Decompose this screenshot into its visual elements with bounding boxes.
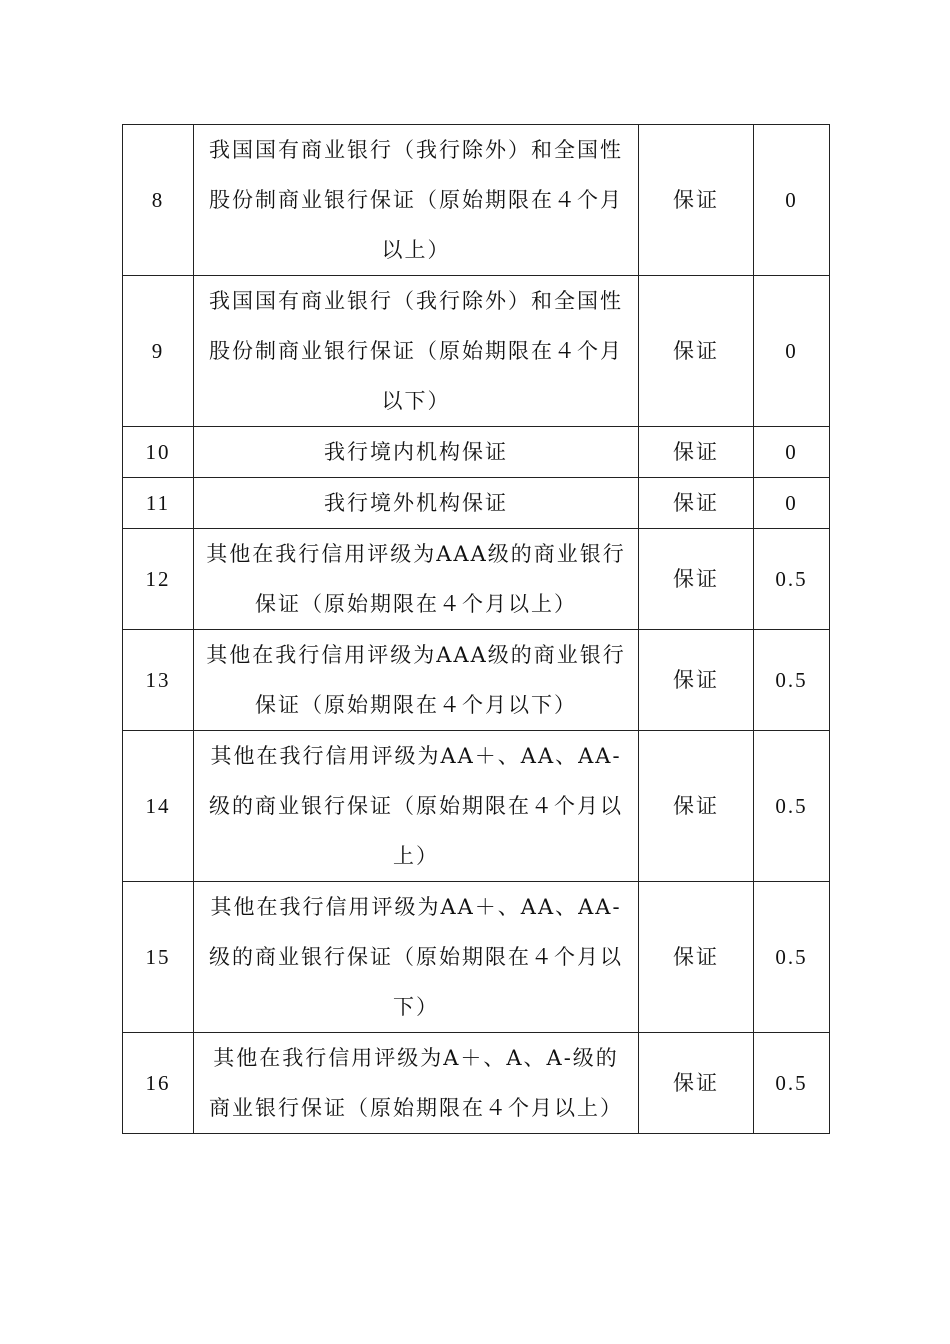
guarantee-weight-table	[122, 124, 830, 1134]
table-row	[123, 427, 830, 478]
table-row	[123, 478, 830, 529]
row-value: 0	[754, 125, 830, 276]
row-type: 保证	[639, 125, 754, 276]
row-value: 0	[754, 427, 830, 478]
row-type: 保证	[639, 478, 754, 529]
row-number: 15	[123, 882, 194, 1033]
table-row	[123, 731, 830, 882]
row-description: 其他在我行信用评级为A＋、A、A-级的商业银行保证（原始期限在４个月以上）	[194, 1033, 639, 1134]
row-description: 其他在我行信用评级为AAA级的商业银行保证（原始期限在４个月以下）	[194, 630, 639, 731]
row-type: 保证	[639, 276, 754, 427]
row-description: 其他在我行信用评级为AAA级的商业银行保证（原始期限在４个月以上）	[194, 529, 639, 630]
row-description: 我国国有商业银行（我行除外）和全国性股份制商业银行保证（原始期限在４个月以上）	[194, 125, 639, 276]
row-value: 0	[754, 276, 830, 427]
row-description: 我行境外机构保证	[194, 478, 639, 529]
table-row	[123, 1033, 830, 1134]
row-number: 13	[123, 630, 194, 731]
row-value: 0.5	[754, 630, 830, 731]
row-type: 保证	[639, 731, 754, 882]
row-number: 16	[123, 1033, 194, 1134]
row-value: 0.5	[754, 1033, 830, 1134]
row-value: 0.5	[754, 731, 830, 882]
row-type: 保证	[639, 427, 754, 478]
row-type: 保证	[639, 529, 754, 630]
row-description: 我国国有商业银行（我行除外）和全国性股份制商业银行保证（原始期限在４个月以下）	[194, 276, 639, 427]
table-row	[123, 630, 830, 731]
table-row	[123, 882, 830, 1033]
row-value: 0	[754, 478, 830, 529]
row-number: 11	[123, 478, 194, 529]
row-number: 8	[123, 125, 194, 276]
table-row	[123, 276, 830, 427]
row-description: 我行境内机构保证	[194, 427, 639, 478]
row-number: 12	[123, 529, 194, 630]
row-description: 其他在我行信用评级为AA＋、AA、AA-级的商业银行保证（原始期限在４个月以上）	[194, 731, 639, 882]
row-type: 保证	[639, 1033, 754, 1134]
row-type: 保证	[639, 630, 754, 731]
row-number: 9	[123, 276, 194, 427]
row-number: 10	[123, 427, 194, 478]
table-row	[123, 529, 830, 630]
row-number: 14	[123, 731, 194, 882]
row-type: 保证	[639, 882, 754, 1033]
row-value: 0.5	[754, 529, 830, 630]
table-row	[123, 125, 830, 276]
row-description: 其他在我行信用评级为AA＋、AA、AA-级的商业银行保证（原始期限在４个月以下）	[194, 882, 639, 1033]
row-value: 0.5	[754, 882, 830, 1033]
